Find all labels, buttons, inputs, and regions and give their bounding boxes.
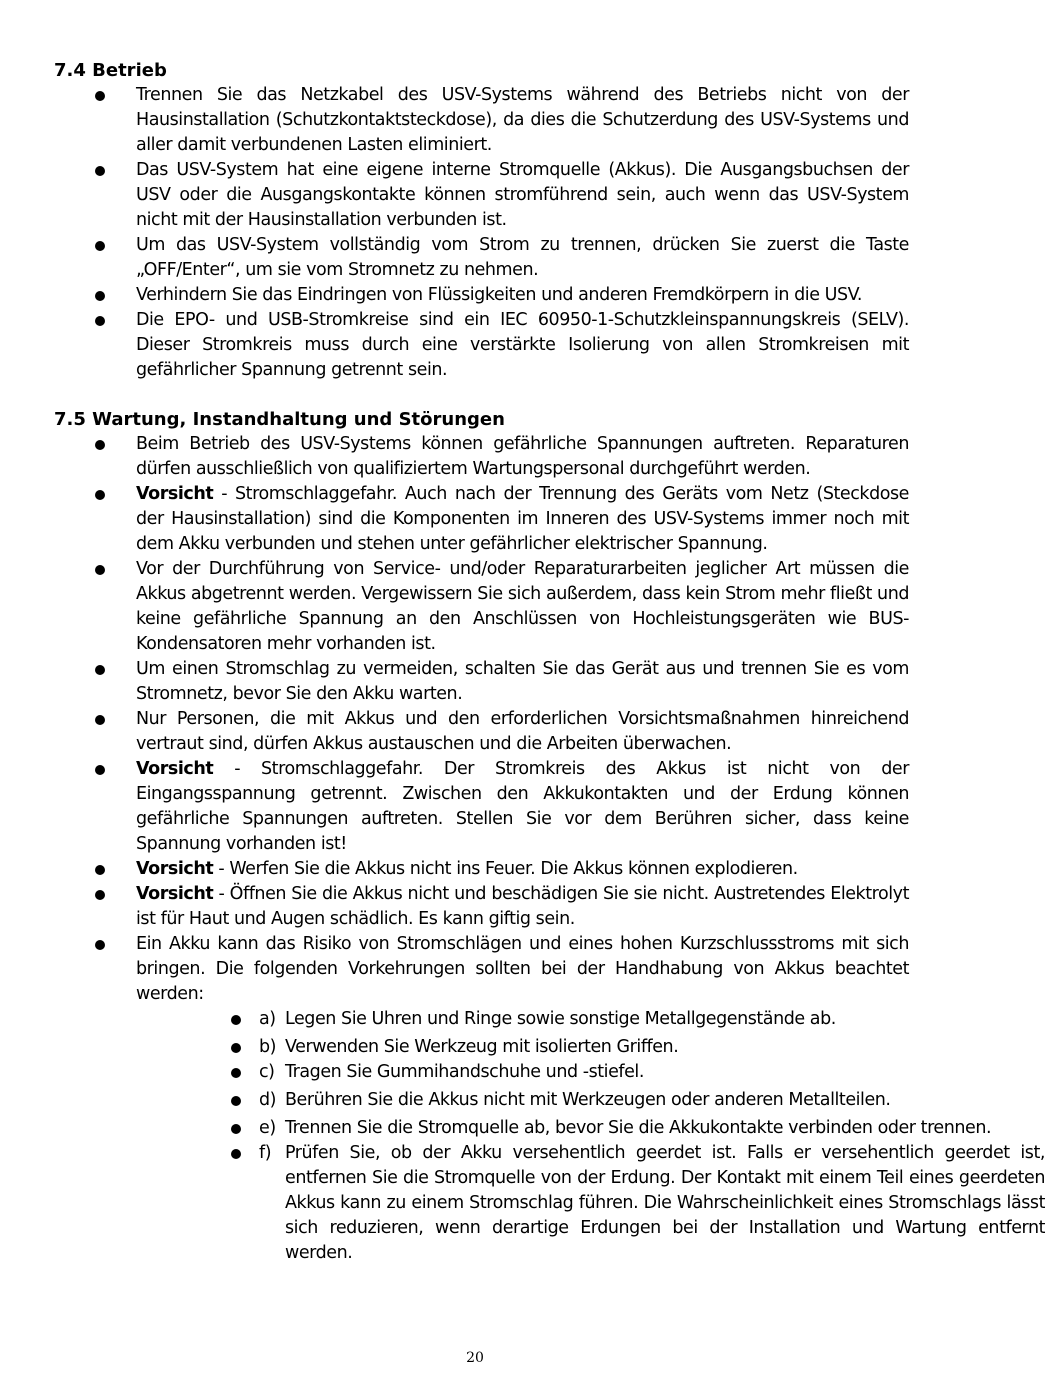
sublist-item [136,1007,1045,1032]
sublist-text: Prüfen Sie, ob der Akku versehentlich geerdet ist. Falls er versehentlich geerdet ist, entfernen Sie die Stromquelle von der Erdung. Der Kontakt mit einem Teil eines geerdeten Akkus kann zu einem Stromschlag führen. Die Wahrscheinlichkeit eines Stromschlags lässt sich reduzieren, wenn derartige Erdungen bei der Installation und Wartung entfernt werden. [285,1143,1045,1263]
sublist-text: Berühren Sie die Akkus nicht mit Werkzeugen oder anderen Metallteilen. [285,1090,891,1110]
sublist-marker: d) [259,1090,277,1110]
item-text: Ein Akku kann das Risiko von Stromschlägen und eines hohen Kurzschlussstroms mit sich bringen. Die folgenden Vorkehrungen sollten bei der Handhabung von Akkus beachtet werden: [136,934,909,1004]
list-item: Um einen Stromschlag zu vermeiden, schalten Sie das Gerät aus und trennen Sie es vom Stromnetz, bevor Sie den Akku warten. [0,657,909,707]
list-item: Verhindern Sie das Eindringen von Flüssigkeiten und anderen Fremdkörpern in die USV. [0,283,909,308]
sublist-item [136,1035,1045,1060]
list-item: Um das USV-System vollständig vom Strom zu trennen, drücken Sie zuerst die Taste „OFF/Enter“, um sie vom Stromnetz zu nehmen. [0,233,909,283]
list-item: Beim Betrieb des USV-Systems können gefährliche Spannungen auftreten. Reparaturen dürfen ausschließlich von qualifiziertem Wartungspersonal durchgeführt werden. [0,432,909,482]
caution-label: Vorsicht [136,859,214,879]
sublist-text: Verwenden Sie Werkzeug mit isolierten Griffen. [285,1037,679,1057]
sublist-text: Trennen Sie die Stromquelle ab, bevor Sie die Akkukontakte verbinden oder trennen. [285,1118,992,1138]
list-item [0,882,909,932]
list-item [0,757,909,857]
sublist-marker: b) [259,1037,277,1057]
list-item [0,932,1045,1266]
section-heading-maintenance: 7.5 Wartung, Instandhaltung und Störungen [54,409,505,430]
item-text: - Öffnen Sie die Akkus nicht und beschädigen Sie sie nicht. Austretendes Elektrolyt ist für Haut und Augen schädlich. Es kann giftig sein. [136,884,909,929]
list-item: Das USV-System hat eine eigene interne Stromquelle (Akkus). Die Ausgangsbuchsen der USV oder die Ausgangskontakte können stromführend sein, auch wenn das USV-System nicht mit der Hausinstallation verbunden ist. [0,158,909,233]
item-text: - Stromschlaggefahr. Der Stromkreis des Akkus ist nicht von der Eingangsspannung getrennt. Zwischen den Akkukontakten und der Erdung können gefährliche Spannungen auftreten. Stellen Sie vor dem Berühren sicher, dass keine Spannung vorhanden ist! [136,759,909,854]
section-heading-operation: 7.4 Betrieb [54,60,167,81]
sublist-marker: e) [259,1118,276,1138]
list-item: Die EPO- und USB-Stromkreise sind ein IEC 60950-1-Schutzkleinspannungskreis (SELV). Dieser Stromkreis muss durch eine verstärkte Isolierung von allen Stromkreisen mit gefährlicher Spannung getrennt sein. [0,308,909,383]
item-text: - Stromschlaggefahr. Auch nach der Trennung des Geräts vom Netz (Steckdose der Hausinstallation) sind die Komponenten im Inneren des USV-Systems immer noch mit dem Akku verbunden und stehen unter gefährlicher elektrischer Spannung. [136,484,909,554]
caution-label: Vorsicht [136,484,214,504]
maintenance-bullet-list [0,432,1045,1266]
sublist-item [136,1116,1045,1141]
list-item: Vor der Durchführung von Service- und/oder Reparaturarbeiten jeglicher Art müssen die Akkus abgetrennt werden. Vergewissern Sie sich außerdem, dass kein Strom mehr fließt und keine gefährliche Spannung an den Anschlüssen von Hochleistungsgeräten wie BUS-Kondensatoren mehr vorhanden ist. [0,557,909,657]
operation-bullet-list [0,83,909,383]
sublist-text: Tragen Sie Gummihandschuhe und -stiefel. [285,1062,644,1082]
sublist-marker: c) [259,1062,275,1082]
caution-label: Vorsicht [136,759,214,779]
sublist-marker: f) [259,1143,272,1163]
page-number: 20 [466,1350,484,1366]
sublist-text: Legen Sie Uhren und Ringe sowie sonstige Metallgegenstände ab. [285,1009,836,1029]
precautions-sublist [136,1007,1045,1266]
list-item: Nur Personen, die mit Akkus und den erforderlichen Vorsichtsmaßnahmen hinreichend vertraut sind, dürfen Akkus austauschen und die Arbeiten überwachen. [0,707,909,757]
caution-label: Vorsicht [136,884,214,904]
list-item: Trennen Sie das Netzkabel des USV-Systems während des Betriebs nicht von der Hausinstallation (Schutzkontaktsteckdose), da dies die Schutzerdung des USV-Systems und aller damit verbundenen Lasten eliminiert. [0,83,909,158]
list-item [0,482,909,557]
item-text: - Werfen Sie die Akkus nicht ins Feuer. Die Akkus können explodieren. [213,859,798,879]
sublist-item [136,1060,1045,1085]
list-item [0,857,909,882]
sublist-marker: a) [259,1009,276,1029]
sublist-item [136,1141,1045,1266]
sublist-item [136,1088,1045,1113]
